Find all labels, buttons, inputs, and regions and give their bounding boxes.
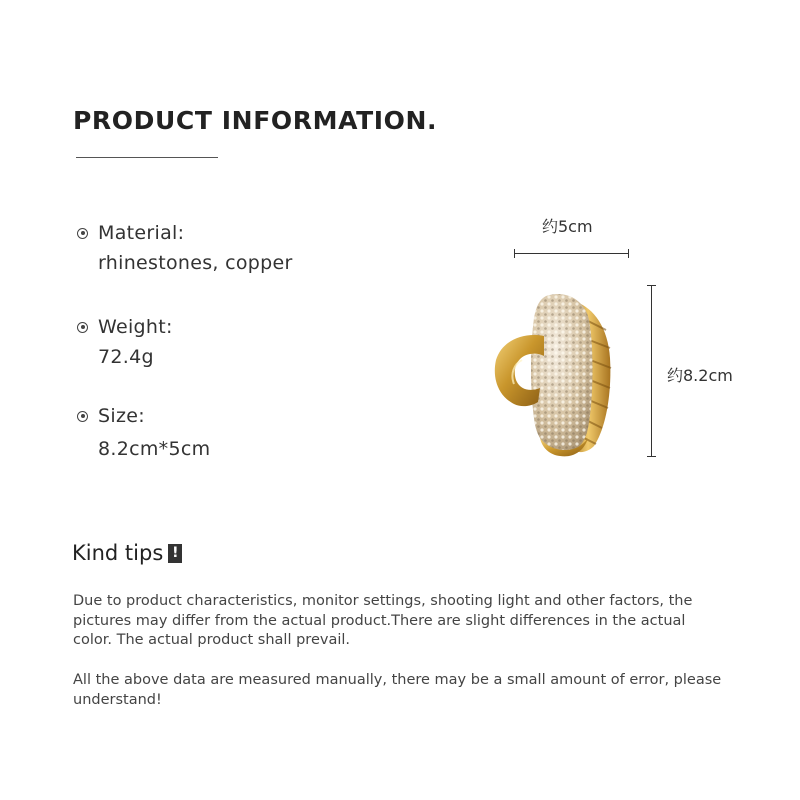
- spec-material-value: rhinestones, copper: [98, 252, 293, 274]
- spec-material: [77, 218, 293, 278]
- rhinestone-hair-claw-image: [484, 288, 624, 458]
- kind-tips-heading: [72, 541, 182, 565]
- bullet-icon: [77, 411, 88, 422]
- spec-size-value: 8.2cm*5cm: [98, 438, 211, 460]
- exclamation-icon: !: [168, 544, 182, 563]
- page-title: PRODUCT INFORMATION.: [73, 106, 438, 135]
- spec-weight-label: Weight:: [98, 316, 173, 338]
- spec-size-label: Size:: [98, 405, 145, 427]
- spec-weight: [77, 312, 173, 372]
- height-dimension-line: [651, 285, 652, 457]
- width-dimension-line: [514, 253, 629, 254]
- title-divider: [76, 157, 218, 158]
- height-dimension-label: 约8.2cm: [667, 366, 733, 385]
- bullet-icon: [77, 322, 88, 333]
- tips-paragraph-measurement: All the above data are measured manually, there may be a small amount of error, please understand!: [73, 672, 722, 708]
- spec-weight-value: 72.4g: [98, 346, 154, 368]
- tips-paragraph-disclaimer: Due to product characteristics, monitor settings, shooting light and other factors, the pictures may differ from the actual product.There are slight differences in the actual color. The actual product shall prevail.: [73, 593, 693, 648]
- width-dimension-label: 约5cm: [542, 217, 593, 236]
- kind-tips-title: Kind tips: [72, 541, 164, 565]
- spec-size: [77, 401, 210, 464]
- bullet-icon: [77, 228, 88, 239]
- spec-material-label: Material:: [98, 222, 185, 244]
